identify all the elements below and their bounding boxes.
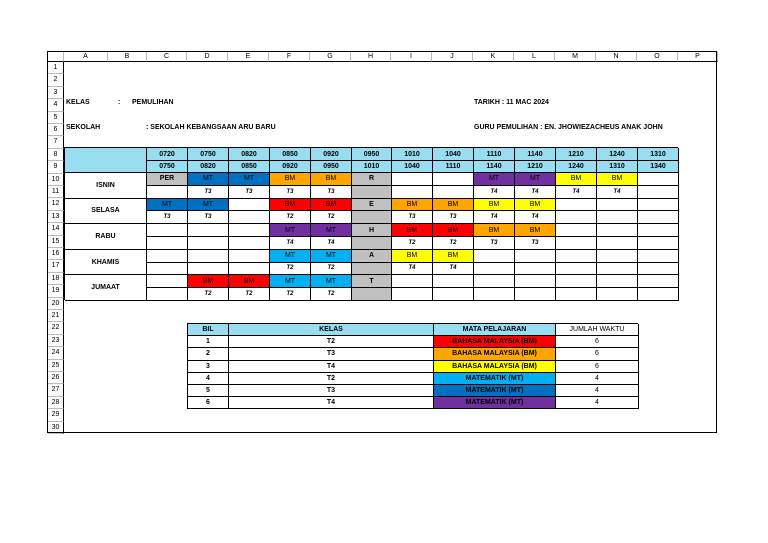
slot-class xyxy=(229,263,270,276)
row-header-3: 3 xyxy=(48,87,64,99)
slot-class xyxy=(638,263,679,276)
column-header-C: C xyxy=(147,52,187,62)
slot-subject xyxy=(229,199,270,212)
rehat-fill xyxy=(352,288,392,301)
slot-subject: MT xyxy=(474,173,515,186)
time-start: 1010 xyxy=(392,149,432,161)
slot-class: T2 xyxy=(311,263,352,276)
slot-subject xyxy=(597,224,638,237)
summary-hours: 6 xyxy=(556,336,639,348)
day-isnin: ISNIN xyxy=(65,173,147,199)
slot-class xyxy=(147,237,188,250)
spreadsheet xyxy=(47,51,717,433)
column-header-L: L xyxy=(514,52,555,62)
slot-subject xyxy=(556,224,597,237)
slot-class: T3 xyxy=(147,211,188,224)
slot-class: T4 xyxy=(392,263,433,276)
row-header-28: 28 xyxy=(48,397,64,409)
slot-subject xyxy=(638,224,679,237)
summary-header-3: JUMLAH WAKTU xyxy=(556,324,639,336)
time-end: 1310 xyxy=(609,162,625,170)
slot-class xyxy=(597,288,638,301)
summary-kelas: T2 xyxy=(229,336,434,348)
slot-class xyxy=(638,288,679,301)
slot-class: T3 xyxy=(188,211,229,224)
row-header-4: 4 xyxy=(48,99,64,111)
summary-subject: BAHASA MALAYSIA (BM) xyxy=(434,336,556,348)
sekolah-label: SEKOLAH xyxy=(66,124,101,131)
slot-class xyxy=(638,186,679,199)
summary-kelas: T4 xyxy=(229,397,434,409)
slot-class xyxy=(597,237,638,250)
slot-subject: MT xyxy=(311,275,352,288)
time-start: 1210 xyxy=(556,149,596,161)
slot-subject xyxy=(392,173,433,186)
summary-kelas: T3 xyxy=(229,385,434,397)
time-start: 1140 xyxy=(515,149,555,161)
slot-class xyxy=(556,237,597,250)
slot-class: T4 xyxy=(597,186,638,199)
row-header-14: 14 xyxy=(48,223,64,235)
slot-subject xyxy=(597,275,638,288)
slot-class: T3 xyxy=(433,211,474,224)
slot-class xyxy=(556,211,597,224)
guru-pemulihan: GURU PEMULIHAN : EN. JHOWIEZACHEUS ANAK JOHN xyxy=(474,124,663,131)
time-end: 0820 xyxy=(200,162,216,170)
time-end: 0850 xyxy=(241,162,257,170)
slot-class xyxy=(188,237,229,250)
slot-subject xyxy=(515,275,556,288)
summary-hours: 6 xyxy=(556,361,639,373)
slot-class xyxy=(147,186,188,199)
row-header-9: 9 xyxy=(48,161,64,173)
sekolah-value: : SEKOLAH KEBANGSAAN ARU BARU xyxy=(146,124,276,131)
slot-subject xyxy=(188,224,229,237)
slot-class: T2 xyxy=(229,288,270,301)
column-header-M: M xyxy=(555,52,596,62)
slot-class: T4 xyxy=(515,186,556,199)
row-header-29: 29 xyxy=(48,409,64,421)
slot-class: T4 xyxy=(474,186,515,199)
time-start: 1310 xyxy=(638,149,678,161)
slot-subject xyxy=(188,250,229,263)
slot-subject xyxy=(638,199,679,212)
summary-subject: MATEMATIK (MT) xyxy=(434,397,556,409)
summary-subject: BAHASA MALAYSIA (BM) xyxy=(434,361,556,373)
summary-hours: 4 xyxy=(556,385,639,397)
slot-class xyxy=(147,288,188,301)
slot-subject: BM xyxy=(515,224,556,237)
time-start: 0820 xyxy=(229,149,269,161)
column-header-O: O xyxy=(637,52,678,62)
slot-subject: BM xyxy=(229,275,270,288)
time-start: 0720 xyxy=(147,149,187,161)
row-header-15: 15 xyxy=(48,236,64,248)
slot-subject xyxy=(638,250,679,263)
slot-class: T3 xyxy=(188,186,229,199)
summary-header-2: MATA PELAJARAN xyxy=(434,324,556,336)
slot-subject: BM xyxy=(433,250,474,263)
time-end: 0950 xyxy=(323,162,339,170)
summary-kelas: T3 xyxy=(229,348,434,360)
slot-class: T3 xyxy=(474,237,515,250)
time-end: 1010 xyxy=(363,162,380,170)
row-header-10: 10 xyxy=(48,174,64,186)
summary-table xyxy=(187,323,638,409)
slot-class xyxy=(474,288,515,301)
column-header-K: K xyxy=(473,52,514,62)
slot-subject: MT xyxy=(147,199,188,212)
slot-subject xyxy=(474,250,515,263)
slot-subject: PER xyxy=(147,173,188,186)
slot-class: T2 xyxy=(392,237,433,250)
slot-subject: MT xyxy=(270,224,311,237)
slot-subject xyxy=(556,250,597,263)
slot-subject xyxy=(597,250,638,263)
column-header-N: N xyxy=(596,52,637,62)
row-header-8: 8 xyxy=(48,149,64,161)
slot-class: T3 xyxy=(392,211,433,224)
slot-class: T2 xyxy=(270,263,311,276)
slot-subject: BM xyxy=(433,224,474,237)
slot-class: T4 xyxy=(474,211,515,224)
time-start: 1240 xyxy=(597,149,637,161)
row-header-24: 24 xyxy=(48,347,64,359)
rehat-letter: H xyxy=(352,224,392,237)
summary-hours: 6 xyxy=(556,348,639,360)
slot-subject xyxy=(515,250,556,263)
rehat-fill xyxy=(352,263,392,276)
time-end: 1340 xyxy=(650,162,666,170)
slot-class xyxy=(515,288,556,301)
slot-subject: MT xyxy=(270,275,311,288)
slot-class: T4 xyxy=(556,186,597,199)
rehat-letter: A xyxy=(352,250,392,263)
time-end: 0920 xyxy=(282,162,298,170)
slot-class: T4 xyxy=(515,211,556,224)
slot-subject: BM xyxy=(311,199,352,212)
slot-subject: BM xyxy=(188,275,229,288)
slot-subject: BM xyxy=(474,199,515,212)
slot-class xyxy=(433,288,474,301)
slot-subject xyxy=(556,199,597,212)
time-header-11 xyxy=(597,148,638,173)
slot-subject xyxy=(147,250,188,263)
time-end: 1040 xyxy=(404,162,420,170)
row-header-5: 5 xyxy=(48,112,64,124)
time-header-4 xyxy=(311,148,352,173)
row-header-22: 22 xyxy=(48,322,64,334)
row-header-17: 17 xyxy=(48,260,64,272)
row-header-1: 1 xyxy=(48,62,64,74)
slot-class: T2 xyxy=(433,237,474,250)
rehat-letter: E xyxy=(352,199,392,212)
row-header-21: 21 xyxy=(48,310,64,322)
row-header-6: 6 xyxy=(48,124,64,136)
summary-kelas: T4 xyxy=(229,361,434,373)
slot-class xyxy=(474,263,515,276)
slot-subject xyxy=(433,173,474,186)
row-header-20: 20 xyxy=(48,298,64,310)
kelas-value: PEMULIHAN xyxy=(132,99,174,106)
slot-subject xyxy=(556,275,597,288)
slot-subject: BM xyxy=(556,173,597,186)
slot-class: T3 xyxy=(270,186,311,199)
summary-bil: 1 xyxy=(188,336,229,348)
summary-bil: 6 xyxy=(188,397,229,409)
slot-class xyxy=(433,186,474,199)
row-header-2: 2 xyxy=(48,74,64,86)
row-header-25: 25 xyxy=(48,360,64,372)
slot-subject: MT xyxy=(188,199,229,212)
day-khamis: KHAMIS xyxy=(65,250,147,276)
rehat-fill xyxy=(352,237,392,250)
time-end: 1110 xyxy=(445,162,461,170)
column-header-B: B xyxy=(108,52,147,62)
time-end: 1210 xyxy=(527,162,543,170)
time-header-3 xyxy=(270,148,311,173)
slot-class xyxy=(638,237,679,250)
row-header-13: 13 xyxy=(48,211,64,223)
slot-class xyxy=(515,263,556,276)
slot-class xyxy=(147,263,188,276)
column-header-H: H xyxy=(351,52,391,62)
slot-class: T4 xyxy=(270,237,311,250)
slot-class: T3 xyxy=(515,237,556,250)
rehat-letter: R xyxy=(352,173,392,186)
row-header-19: 19 xyxy=(48,285,64,297)
time-start: 0750 xyxy=(188,149,228,161)
slot-class: T2 xyxy=(311,211,352,224)
slot-class xyxy=(392,288,433,301)
time-start: 0950 xyxy=(352,149,391,161)
summary-kelas: T2 xyxy=(229,373,434,385)
column-header-P: P xyxy=(678,52,718,62)
slot-subject: BM xyxy=(392,224,433,237)
slot-subject xyxy=(229,224,270,237)
time-header-9 xyxy=(515,148,556,173)
slot-class: T2 xyxy=(270,288,311,301)
time-header-1 xyxy=(188,148,229,173)
corner-cell xyxy=(48,52,64,62)
slot-class xyxy=(638,211,679,224)
summary-bil: 3 xyxy=(188,361,229,373)
slot-class: T4 xyxy=(311,237,352,250)
summary-bil: 5 xyxy=(188,385,229,397)
rehat-fill xyxy=(352,211,392,224)
column-header-F: F xyxy=(269,52,310,62)
time-start: 1040 xyxy=(433,149,473,161)
row-header-16: 16 xyxy=(48,248,64,260)
slot-subject: BM xyxy=(597,173,638,186)
time-end: 0750 xyxy=(159,162,175,170)
day-jumaat: JUMAAT xyxy=(65,275,147,301)
row-header-30: 30 xyxy=(48,422,64,434)
slot-subject: MT xyxy=(188,173,229,186)
summary-subject: BAHASA MALAYSIA (BM) xyxy=(434,348,556,360)
slot-subject: BM xyxy=(392,199,433,212)
slot-class xyxy=(229,211,270,224)
slot-class xyxy=(556,288,597,301)
time-start: 0920 xyxy=(311,149,351,161)
row-header-11: 11 xyxy=(48,186,64,198)
time-header-6 xyxy=(392,148,433,173)
slot-subject: BM xyxy=(270,199,311,212)
slot-subject: MT xyxy=(515,173,556,186)
slot-class xyxy=(597,263,638,276)
row-header-26: 26 xyxy=(48,372,64,384)
summary-subject: MATEMATIK (MT) xyxy=(434,373,556,385)
row-header-18: 18 xyxy=(48,273,64,285)
slot-subject xyxy=(433,275,474,288)
slot-class: T2 xyxy=(270,211,311,224)
hari-header xyxy=(65,148,147,173)
slot-class: T2 xyxy=(188,288,229,301)
column-header-J: J xyxy=(432,52,473,62)
slot-class: T3 xyxy=(311,186,352,199)
slot-subject: MT xyxy=(229,173,270,186)
time-end: 1240 xyxy=(568,162,584,170)
slot-subject xyxy=(229,250,270,263)
column-header-A: A xyxy=(64,52,108,62)
time-header-5 xyxy=(352,148,392,173)
slot-subject: BM xyxy=(474,224,515,237)
time-header-12 xyxy=(638,148,679,173)
rehat-letter: T xyxy=(352,275,392,288)
time-start: 1110 xyxy=(474,149,514,161)
summary-subject: MATEMATIK (MT) xyxy=(434,385,556,397)
time-header-8 xyxy=(474,148,515,173)
column-header-D: D xyxy=(187,52,228,62)
kelas-label: KELAS xyxy=(66,99,90,106)
slot-subject: BM xyxy=(433,199,474,212)
column-header-I: I xyxy=(391,52,432,62)
time-header-10 xyxy=(556,148,597,173)
kelas-colon: : xyxy=(118,99,121,106)
slot-subject xyxy=(474,275,515,288)
slot-class xyxy=(556,263,597,276)
day-rabu: RABU xyxy=(65,224,147,250)
time-end: 1140 xyxy=(486,162,502,170)
time-header-2 xyxy=(229,148,270,173)
slot-subject xyxy=(597,199,638,212)
column-header-G: G xyxy=(310,52,351,62)
slot-subject: BM xyxy=(515,199,556,212)
slot-class xyxy=(597,211,638,224)
summary-hours: 4 xyxy=(556,397,639,409)
rehat-fill xyxy=(352,186,392,199)
slot-class xyxy=(188,263,229,276)
summary-header-1: KELAS xyxy=(229,324,434,336)
slot-subject xyxy=(638,275,679,288)
slot-subject: BM xyxy=(270,173,311,186)
slot-subject xyxy=(147,224,188,237)
slot-class xyxy=(392,186,433,199)
row-header-7: 7 xyxy=(48,136,64,148)
slot-subject: MT xyxy=(270,250,311,263)
time-header-7 xyxy=(433,148,474,173)
day-selasa: SELASA xyxy=(65,199,147,225)
slot-class: T4 xyxy=(433,263,474,276)
tarikh: TARIKH : 11 MAC 2024 xyxy=(474,99,549,106)
time-start: 0850 xyxy=(270,149,310,161)
slot-subject: BM xyxy=(392,250,433,263)
slot-subject: MT xyxy=(311,224,352,237)
slot-subject xyxy=(392,275,433,288)
slot-subject: BM xyxy=(311,173,352,186)
slot-subject xyxy=(638,173,679,186)
summary-bil: 4 xyxy=(188,373,229,385)
slot-class: T3 xyxy=(229,186,270,199)
slot-subject: MT xyxy=(311,250,352,263)
slot-subject xyxy=(147,275,188,288)
row-header-12: 12 xyxy=(48,198,64,210)
summary-header-0: BIL xyxy=(188,324,229,336)
row-header-23: 23 xyxy=(48,335,64,347)
timetable xyxy=(64,147,678,300)
slot-class: T2 xyxy=(311,288,352,301)
column-header-E: E xyxy=(228,52,269,62)
summary-bil: 2 xyxy=(188,348,229,360)
row-header-27: 27 xyxy=(48,384,64,396)
summary-hours: 4 xyxy=(556,373,639,385)
slot-class xyxy=(229,237,270,250)
time-header-0 xyxy=(147,148,188,173)
